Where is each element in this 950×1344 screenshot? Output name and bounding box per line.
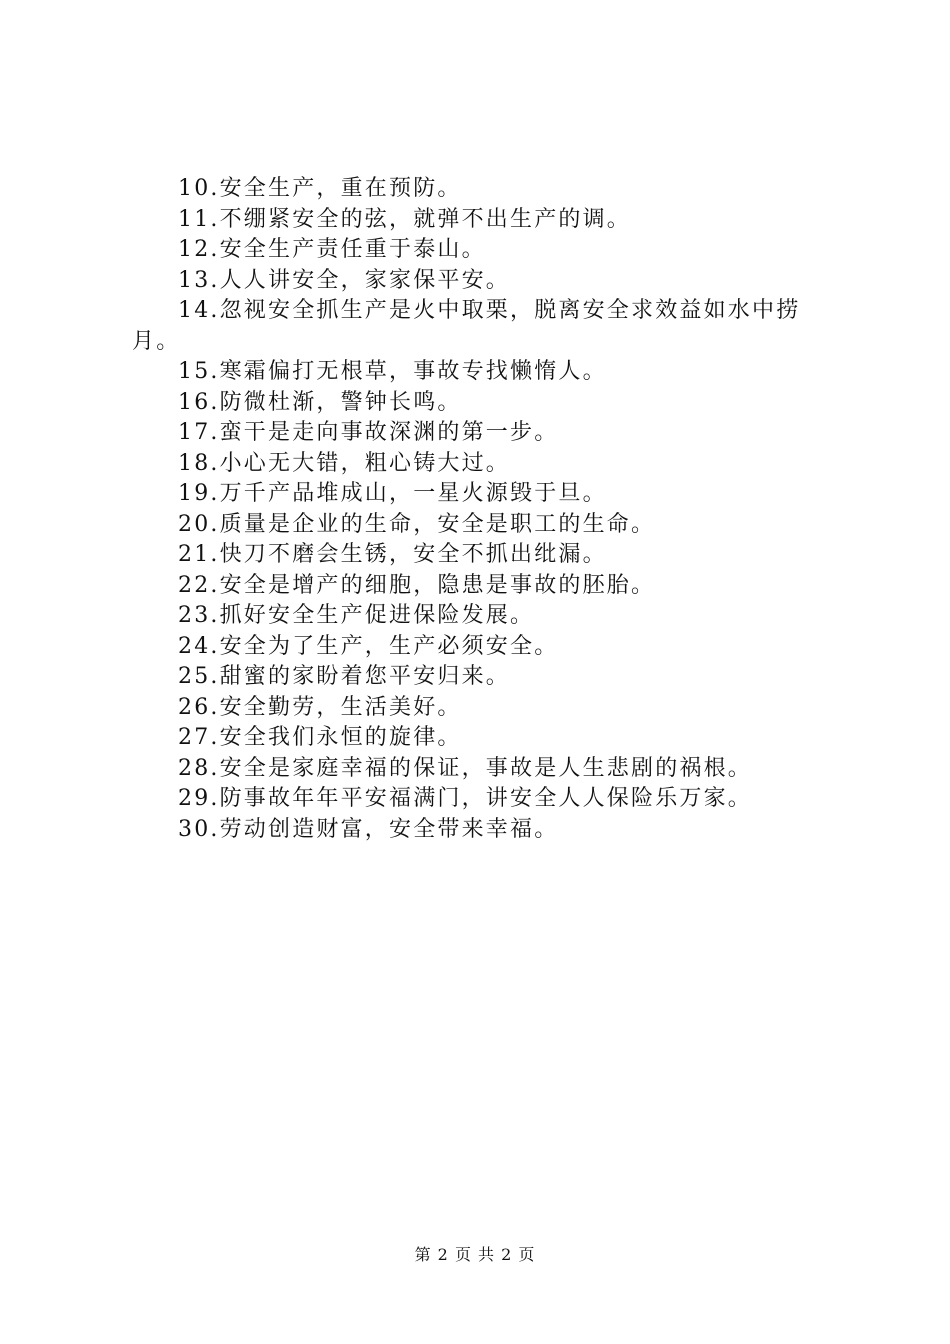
list-item: 14.忽视安全抓生产是火中取栗，脱离安全求效益如水中捞月。 <box>132 298 801 354</box>
slogan-list <box>132 174 832 845</box>
list-item: 29.防事故年年平安福满门，讲安全人人保险乐万家。 <box>178 786 752 811</box>
list-item: 24.安全为了生产，生产必须安全。 <box>178 633 559 659</box>
list-item: 21.快刀不磨会生锈，安全不抓出纰漏。 <box>178 542 607 567</box>
list-item: 27.安全我们永恒的旋律。 <box>178 725 462 750</box>
list-item: 11.不绷紧安全的弦，就弹不出生产的调。 <box>178 206 631 232</box>
list-item: 23.抓好安全生产促进保险发展。 <box>178 603 535 628</box>
list-item: 13.人人讲安全，家家保平安。 <box>178 267 510 293</box>
page-footer: 第 2 页 共 2 页 <box>414 1245 536 1264</box>
list-item: 12.安全生产责任重于泰山。 <box>178 237 486 262</box>
list-item: 16.防微杜渐，警钟长鸣。 <box>178 389 462 415</box>
list-item: 26.安全勤劳，生活美好。 <box>178 694 462 720</box>
list-item: 10.安全生产，重在预防。 <box>178 176 462 201</box>
list-item: 19.万千产品堆成山，一星火源毁于旦。 <box>178 481 607 506</box>
list-item: 22.安全是增产的细胞，隐患是事故的胚胎。 <box>178 572 656 598</box>
list-item: 17.蛮干是走向事故深渊的第一步。 <box>178 420 559 445</box>
list-item: 18.小心无大错，粗心铸大过。 <box>178 450 510 476</box>
list-item: 28.安全是家庭幸福的保证，事故是人生悲剧的祸根。 <box>178 755 752 781</box>
list-item: 25.甜蜜的家盼着您平安归来。 <box>178 664 510 689</box>
list-item: 15.寒霜偏打无根草，事故专找懒惰人。 <box>178 359 607 384</box>
list-item: 30.劳动创造财富，安全带来幸福。 <box>178 816 559 842</box>
list-item: 20.质量是企业的生命，安全是职工的生命。 <box>178 511 656 537</box>
